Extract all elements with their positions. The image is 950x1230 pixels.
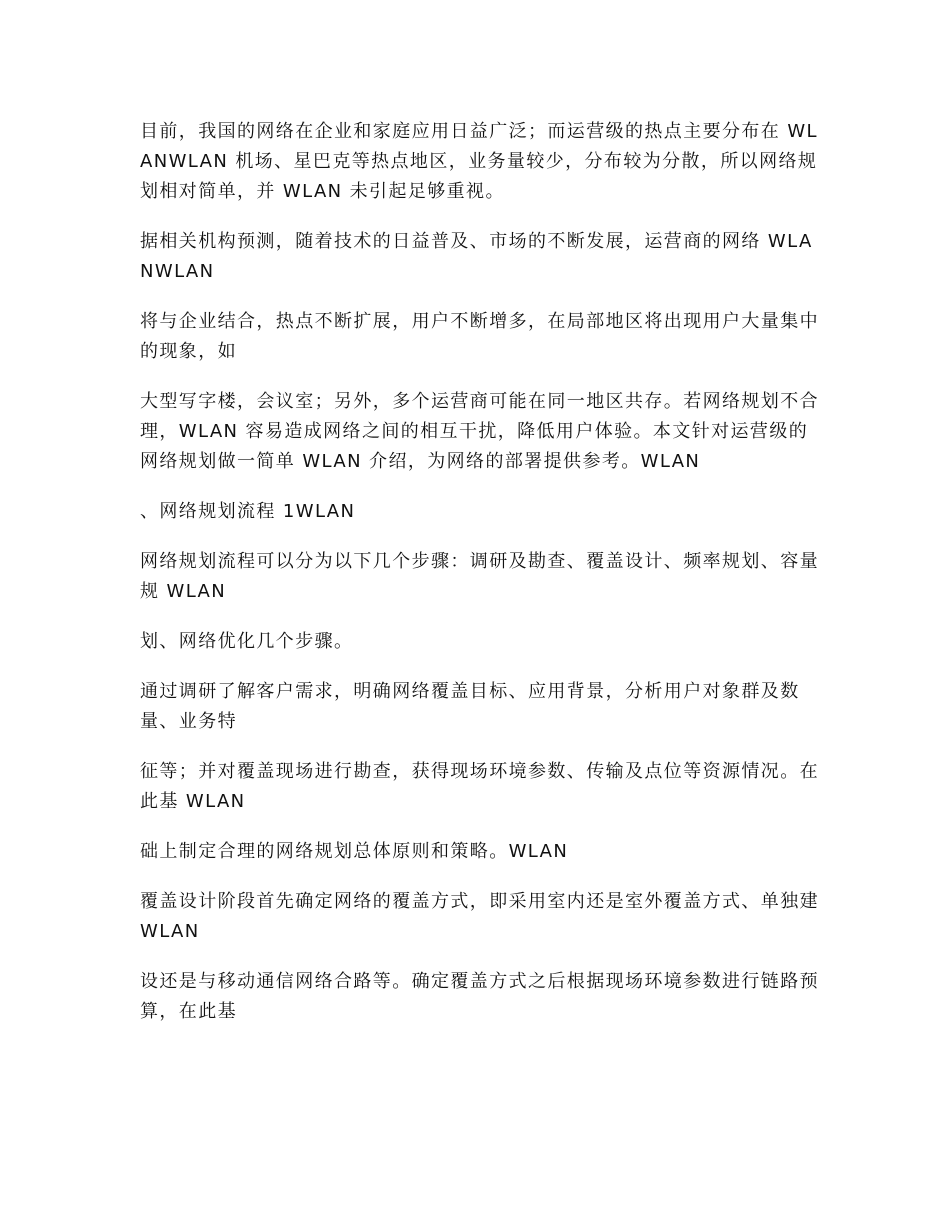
paragraph: 通过调研了解客户需求，明确网络覆盖目标、应用背景，分析用户对象群及数量、业务特 <box>140 681 800 732</box>
paragraph: 覆盖设计阶段首先确定网络的覆盖方式，即采用室内还是室外覆盖方式、单独建 WLAN <box>140 891 819 942</box>
paragraph: 础上制定合理的网络规划总体原则和策略。WLAN <box>140 841 569 862</box>
paragraph: 据相关机构预测，随着技术的日益普及、市场的不断发展，运营商的网络 WLANWLAN <box>140 231 813 282</box>
paragraph: 征等；并对覆盖现场进行勘查，获得现场环境参数、传输及点位等资源情况。在此基 WLAN <box>140 761 819 812</box>
section-heading: 、网络规划流程 1WLAN <box>140 501 356 522</box>
document-body <box>140 117 824 1047</box>
paragraph: 将与企业结合，热点不断扩展，用户不断增多，在局部地区将出现用户大量集中的现象，如 <box>140 311 819 362</box>
paragraph: 设还是与移动通信网络合路等。确定覆盖方式之后根据现场环境参数进行链路预算，在此基 <box>140 971 819 1022</box>
paragraph: 划、网络优化几个步骤。 <box>140 631 354 652</box>
paragraph: 大型写字楼，会议室；另外，多个运营商可能在同一地区共存。若网络规划不合理，WLAN 容易造成网络之间的相互干扰，降低用户体验。本文针对运营级的网络规划做一简单 WLAN 介绍，为网络的部署提供参考。WLAN <box>140 391 819 472</box>
paragraph: 目前，我国的网络在企业和家庭应用日益广泛；而运营级的热点主要分布在 WLANWLAN 机场、星巴克等热点地区，业务量较少，分布较为分散，所以网络规划相对简单，并 WLAN 未引起足够重视。 <box>140 121 818 202</box>
paragraph: 网络规划流程可以分为以下几个步骤：调研及勘查、覆盖设计、频率规划、容量规 WLAN <box>140 551 819 602</box>
